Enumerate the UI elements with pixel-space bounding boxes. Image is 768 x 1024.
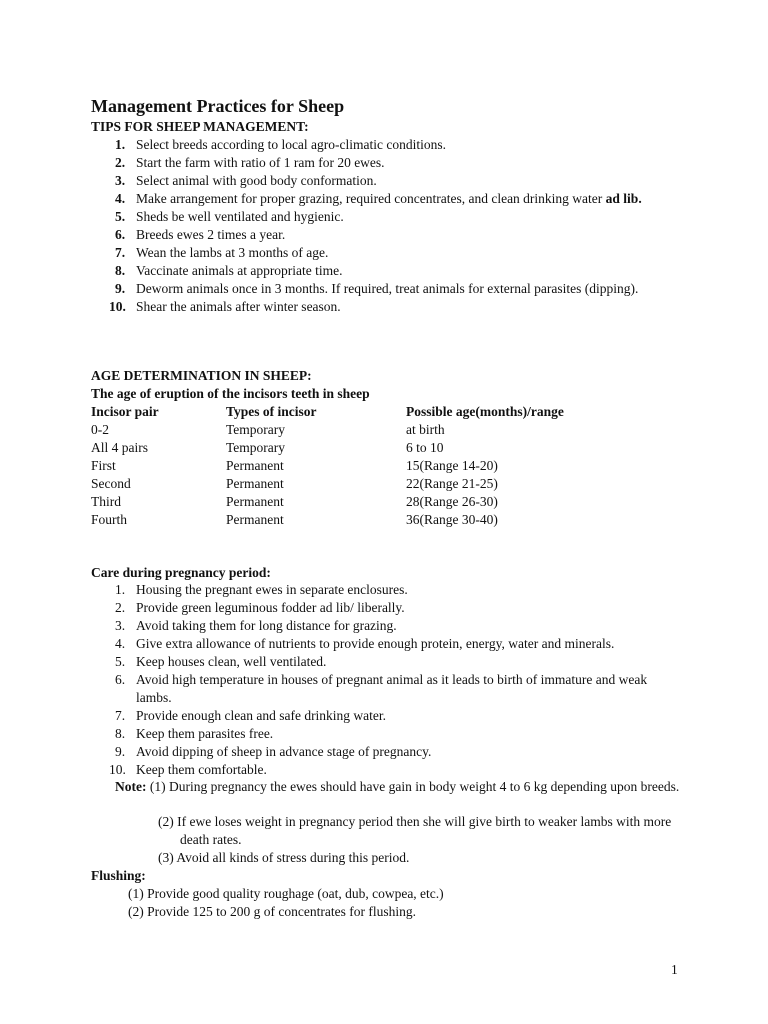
list-item: 8. Vaccinate animals at appropriate time. xyxy=(115,263,343,278)
care-list xyxy=(109,581,675,779)
list-item: 9. Deworm animals once in 3 months. If required, treat animals for external parasites (dipping). xyxy=(115,281,639,296)
list-item: 10. Keep them comfortable. xyxy=(109,762,267,777)
list-item: 10. Shear the animals after winter season. xyxy=(109,299,341,314)
list-item: 2. Provide green leguminous fodder ad lib/ liberally. xyxy=(115,600,405,615)
flushing-item: (1) Provide good quality roughage (oat, dub, cowpea, etc.) xyxy=(128,886,444,901)
list-item: 5. Keep houses clean, well ventilated. xyxy=(115,654,327,669)
list-item: 5. Sheds be well ventilated and hygienic. xyxy=(115,209,344,224)
list-item: 6. Avoid high temperature in houses of pregnant animal as it leads to birth of immature and weak lambs. xyxy=(115,672,648,705)
page-title: Management Practices for Sheep xyxy=(91,96,345,116)
list-item: 4. Make arrangement for proper grazing, required concentrates, and clean drinking water ad lib. xyxy=(115,191,642,206)
column-header: Possible age(months)/range xyxy=(406,404,564,419)
age-subheading: The age of eruption of the incisors teeth in sheep xyxy=(91,386,370,401)
page-number: 1 xyxy=(671,962,678,977)
list-item: 3. Select animal with good body conformation. xyxy=(115,173,377,188)
list-item: 6. Breeds ewes 2 times a year. xyxy=(115,227,286,242)
note-2: (2) If ewe loses weight in pregnancy period then she will give birth to weaker lambs with more death rates. xyxy=(158,814,672,847)
note-label: Note: xyxy=(115,779,147,794)
flushing-heading: Flushing: xyxy=(91,868,146,883)
list-item: 9. Avoid dipping of sheep in advance stage of pregnancy. xyxy=(115,744,432,759)
note-3: (3) Avoid all kinds of stress during this period. xyxy=(158,850,410,865)
care-heading: Care during pregnancy period: xyxy=(91,565,271,580)
list-item: 3. Avoid taking them for long distance for grazing. xyxy=(115,618,397,633)
age-heading: AGE DETERMINATION IN SHEEP: xyxy=(91,368,312,383)
list-item: 4. Give extra allowance of nutrients to provide enough protein, energy, water and minerals. xyxy=(115,636,615,651)
column-header: Incisor pair xyxy=(91,404,159,419)
list-item: 7. Wean the lambs at 3 months of age. xyxy=(115,245,329,260)
tips-list xyxy=(109,136,687,316)
tips-heading: TIPS FOR SHEEP MANAGEMENT: xyxy=(91,119,309,134)
document-page: Management Practices for Sheep TIPS FOR SHEEP MANAGEMENT: 1. Select breeds according to local agro-climatic conditions. 2. Start the farm with ratio of 1 ram for 20 ewes. 3. Select animal with good body conformation. 4. Make arrangement for proper grazing, required concentrates, and clean drinking water ad lib. 5. Sheds be well ventilated and hygienic. 6. Breeds ewes 2 times a year. 7. Wean the lambs at 3 months of age. 8. Vaccinate animals at appropriate time. 9. Deworm animals once in 3 months. If required, treat animals for external parasites (dipping). 10. Shear the animals after winter season. AGE DETERMINATION IN SHEEP: The age of eruption of the incisors teeth in sheep Incisor pair Types of incisor Possible age(months)/range 0-2 Temporary at birth All 4 pairs Temporary 6 to 10 First Permanent 15(Range 14-20) Second Permanent 22(Range 21-25) Third Permanent 28(Range 26-30) Fourth Permanent 36(Range 30-40) Care during pregnancy period: 1. Housing the pregnant ewes in separate enclosures. 2. Provide green leguminous fodder ad lib/ liberally. 3. Avoid taking them for long distance for grazing. 4. Give extra allowance of nutrients to provide enough protein, energy, water and minerals. 5. Keep houses clean, well ventilated. 6. Avoid high temperature in houses of pregnant animal as it leads to birth of immature and weak lambs. 7. Provide enough clean and safe drinking water. 8. Keep them parasites free. 9. Avoid dipping of sheep in advance stage of pregnancy. 10. Keep them comfortable. Note: (1) During pregnancy the ewes should have gain in body weight 4 to 6 kg depending upon breeds. (2) If ewe loses weight in pregnancy period then she will give birth to weaker lambs with more death rates. (3) Avoid all kinds of stress during this period. Flushing: (1) Provide good quality roughage (oat, dub, cowpea, etc.) (2) Provide 125 to 200 g of concentrates for flushing. 1 xyxy=(0,0,768,1024)
list-item: 2. Start the farm with ratio of 1 ram for 20 ewes. xyxy=(115,155,385,170)
list-item: 1. Housing the pregnant ewes in separate enclosures. xyxy=(115,582,408,597)
list-item: 8. Keep them parasites free. xyxy=(115,726,274,741)
column-header: Types of incisor xyxy=(226,404,317,419)
list-item: 1. Select breeds according to local agro-climatic conditions. xyxy=(115,137,447,152)
list-item: 7. Provide enough clean and safe drinking water. xyxy=(115,708,387,723)
note-1: Note: (1) During pregnancy the ewes should have gain in body weight 4 to 6 kg depending upon breeds. xyxy=(115,779,680,794)
flushing-item: (2) Provide 125 to 200 g of concentrates for flushing. xyxy=(128,904,416,919)
